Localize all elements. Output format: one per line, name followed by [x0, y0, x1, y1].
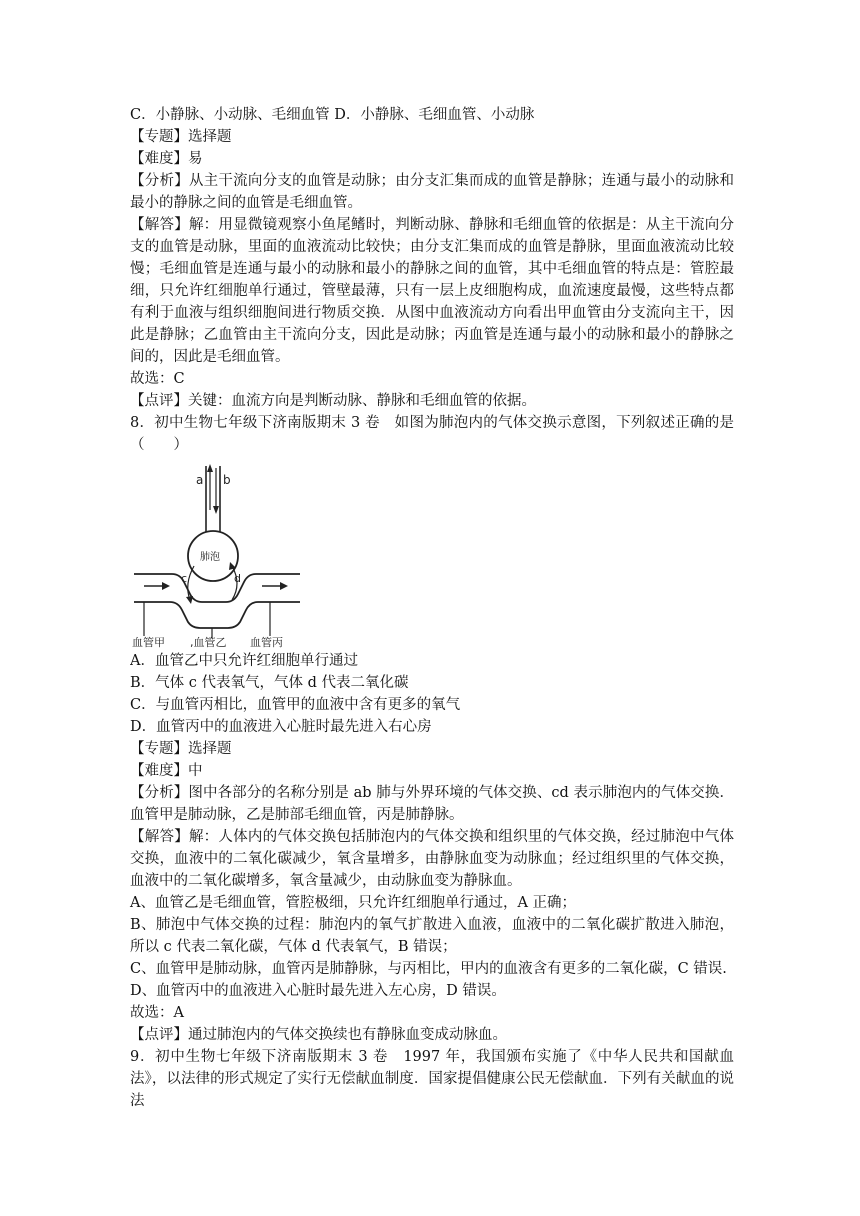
- alveolus-gas-exchange-figure: [130, 456, 734, 650]
- q8-solution: 【解答】解：人体内的气体交换包括肺泡内的气体交换和组织里的气体交换，经过肺泡中气体交换，血液中的二氧化碳减少，氧含量增多，由静脉血变为动脉血；经过组织里的气体交换，血液中的二氧化碳增多，氧含量减少，由动脉血变为静脉血。: [130, 829, 734, 889]
- q8-option-d: D．血管丙中的血液进入心脏时最先进入右心房: [130, 719, 432, 735]
- alveolus-diagram: [130, 458, 420, 648]
- vessel-bing-label: 血管丙: [250, 636, 283, 648]
- q8-topic: 【专题】选择题: [130, 741, 232, 757]
- q7-topic: 【专题】选择题: [130, 129, 232, 145]
- page-content: [130, 104, 734, 1112]
- q8-option-c: C．与血管丙相比，血管甲的血液中含有更多的氧气: [130, 697, 461, 713]
- q8-stem: 8．初中生物七年级下济南版期末 3 卷 如图为肺泡内的气体交换示意图，下列叙述正确的是（ ）: [130, 415, 734, 453]
- vessel-jia-label: 血管甲: [132, 636, 165, 648]
- q8-analysis: 【分析】图中各部分的名称分别是 ab 肺与外界环境的气体交换、cd 表示肺泡内的气体交换．血管甲是肺动脉，乙是肺部毛细血管，丙是肺静脉。: [130, 785, 734, 823]
- q8-explanation-c: C、血管甲是肺动脉，血管丙是肺静脉，与丙相比，甲内的血液含有更多的二氧化碳，C 错误.: [130, 961, 727, 977]
- vessel-yi-label: ,血管乙: [190, 636, 227, 648]
- q8-explanation-a: A、血管乙是毛细血管，管腔极细，只允许红细胞单行通过，A 正确；: [130, 895, 577, 911]
- q8-comment: 【点评】通过肺泡内的气体交换续也有静脉血变成动脉血。: [130, 1027, 507, 1043]
- label-d: d: [234, 572, 241, 585]
- q7-comment: 【点评】关键：血流方向是判断动脉、静脉和毛细血管的依据。: [130, 393, 536, 409]
- q7-analysis: 【分析】从主干流向分支的血管是动脉；由分支汇集而成的血管是静脉；连通与最小的动脉和最小的静脉之间的血管是毛细血管。: [130, 173, 734, 211]
- label-a: a: [196, 473, 204, 487]
- q8-explanation-d: D、血管丙中的血液进入心脏时最先进入左心房，D 错误。: [130, 983, 506, 999]
- q7-answer: 故选：C: [130, 371, 185, 387]
- q9-stem: 9．初中生物七年级下济南版期末 3 卷 1997 年，我国颁布实施了《中华人民共和国献血法》，以法律的形式规定了实行无偿献血制度．国家提倡健康公民无偿献血．下列有关献血的说法: [130, 1049, 734, 1109]
- q8-difficulty: 【难度】中: [130, 763, 203, 779]
- q8-explanation-b: B、肺泡中气体交换的过程：肺泡内的氧气扩散进入血液，血液中的二氧化碳扩散进入肺泡，所以 c 代表二氧化碳，气体 d 代表氧气，B 错误；: [130, 917, 734, 955]
- q7-solution: 【解答】解：用显微镜观察小鱼尾鳍时，判断动脉、静脉和毛细血管的依据是：从主干流向分支的血管是动脉，里面的血液流动比较快；由分支汇集而成的血管是静脉，里面血液流动比较慢；毛细血管是连通与最小的动脉和最小的静脉之间的血管，其中毛细血管的特点是：管腔最细，只允许红细胞单行通过，管壁最薄，只有一层上皮细胞构成，血流速度最慢，这些特点都有利于血液与组织细胞间进行物质交换．从图中血液流动方向看出甲血管由分支流向主干，因此是静脉；乙血管由主干流向分支，因此是动脉；丙血管是连通与最小的动脉和最小的静脉之间的，因此是毛细血管。: [130, 217, 734, 365]
- label-c: c: [181, 572, 188, 585]
- q8-answer: 故选：A: [130, 1005, 184, 1021]
- q8-option-b: B．气体 c 代表氧气，气体 d 代表二氧化碳: [130, 675, 409, 691]
- label-b: b: [223, 473, 231, 487]
- q7-difficulty: 【难度】易: [130, 151, 203, 167]
- q7-options-cd: C．小静脉、小动脉、毛细血管 D．小静脉、毛细血管、小动脉: [130, 107, 535, 123]
- q8-option-a: A．血管乙中只允许红细胞单行通过: [130, 653, 358, 669]
- alveolus-label: 肺泡: [200, 552, 220, 563]
